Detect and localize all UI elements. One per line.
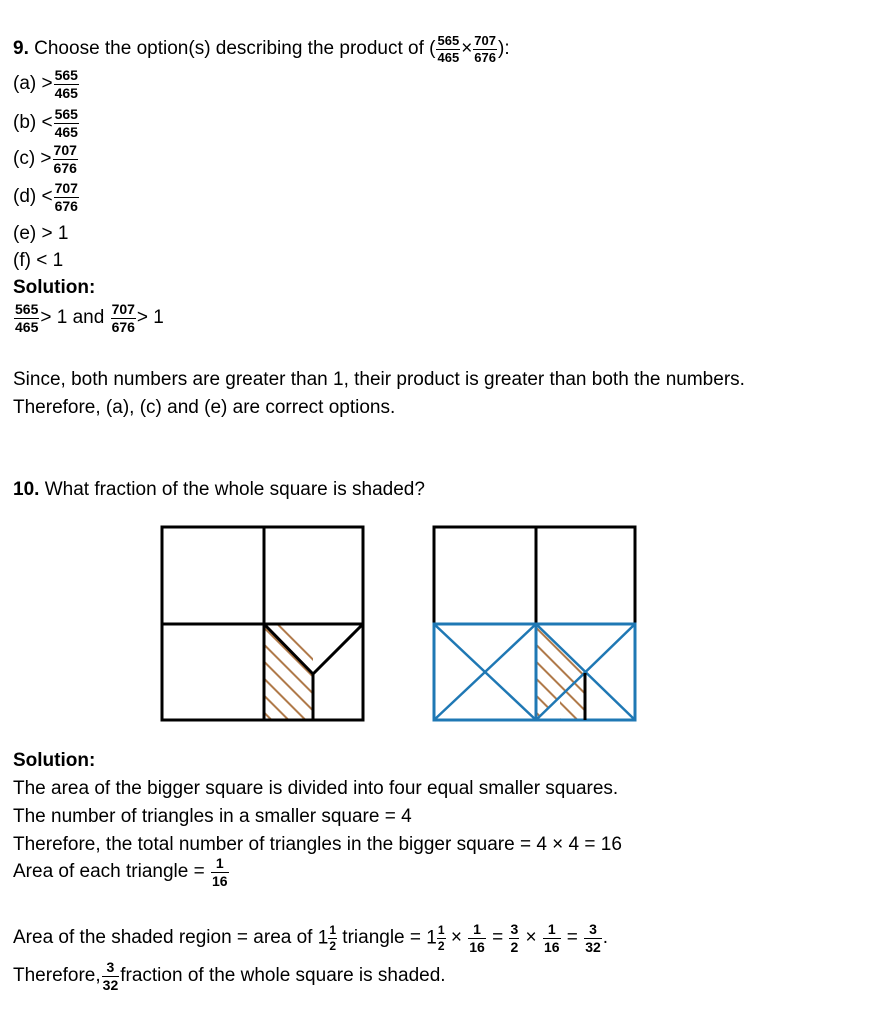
- q10-line-2: The number of triangles in a smaller square = 4: [13, 806, 412, 827]
- q10-prompt: What fraction of the whole square is shaded?: [44, 479, 425, 500]
- result-frac: $\frac{3}{32}$: [585, 921, 601, 955]
- q10-solution-heading: Solution:: [13, 750, 96, 771]
- figure-right-square: [430, 523, 640, 728]
- option-d-frac: $\frac{707}{676}$: [54, 180, 78, 214]
- q9-prompt: Choose the option(s) describing the product of (: [34, 38, 436, 60]
- triangle-area-frac: $\frac{1}{16}$: [212, 855, 228, 889]
- q10-line-4: Area of each triangle = $\frac{1}{16}$: [13, 855, 228, 889]
- option-b-frac: $\frac{565}{465}$: [54, 106, 78, 140]
- q9-option-d: (d) < $\frac{707}{676}$: [13, 180, 78, 214]
- mixed-number: 1 $\frac{1}{2}$: [317, 923, 337, 953]
- q10-line-6: Therefore, $\frac{3}{32}$ fraction of the whole square is shaded.: [13, 959, 446, 993]
- q9-option-a: (a) > $\frac{565}{465}$: [13, 67, 78, 101]
- q9-frac1: $\frac{565}{465}$: [437, 33, 460, 65]
- option-c-frac: $\frac{707}{676}$: [53, 142, 77, 176]
- shaded-region: [264, 624, 313, 720]
- q9-number: 9.: [13, 38, 29, 60]
- sol-frac2: $\frac{707}{676}$: [111, 301, 135, 335]
- q9-times: ×: [461, 38, 473, 60]
- q9-question: [13, 34, 510, 64]
- q9-explanation-2: Therefore, (a), (c) and (e) are correct options.: [13, 397, 396, 418]
- q10-line-3: Therefore, the total number of triangles in the bigger square = 4 × 4 = 16: [13, 834, 622, 855]
- q9-option-e: (e) > 1: [13, 223, 69, 244]
- sol-frac1: $\frac{565}{465}$: [15, 301, 39, 335]
- final-frac: $\frac{3}{32}$: [102, 959, 119, 993]
- q9-frac2: $\frac{707}{676}$: [474, 33, 496, 65]
- figure-left-square: [158, 523, 368, 728]
- q10-number: 10.: [13, 479, 40, 500]
- q9-solution-heading: Solution:: [13, 277, 96, 298]
- q9-explanation-1: Since, both numbers are greater than 1, their product is greater than both the numbers.: [13, 369, 745, 390]
- q9-prompt-close: ):: [498, 38, 510, 60]
- q9-option-c: (c) > $\frac{707}{676}$: [13, 142, 77, 176]
- option-a-frac: $\frac{565}{465}$: [54, 67, 78, 101]
- q9-option-b: (b) < $\frac{565}{465}$: [13, 106, 78, 140]
- q10-line-1: The area of the bigger square is divided into four equal smaller squares.: [13, 778, 619, 799]
- q9-option-f: (f) < 1: [13, 250, 64, 271]
- q10-question: [13, 480, 425, 499]
- q10-line-5: Area of the shaded region = area of 1 $\frac{1}{2}$ triangle = 1 $\frac{1}{2}$ × $\frac{1}{16}$ = $\frac{3}{2}$ × $\frac{1}{16}$ = $\frac{3}{32}$ .: [13, 921, 609, 955]
- q9-solution-math: $\frac{565}{465}$ > 1 and $\frac{707}{676}$ > 1: [15, 301, 164, 335]
